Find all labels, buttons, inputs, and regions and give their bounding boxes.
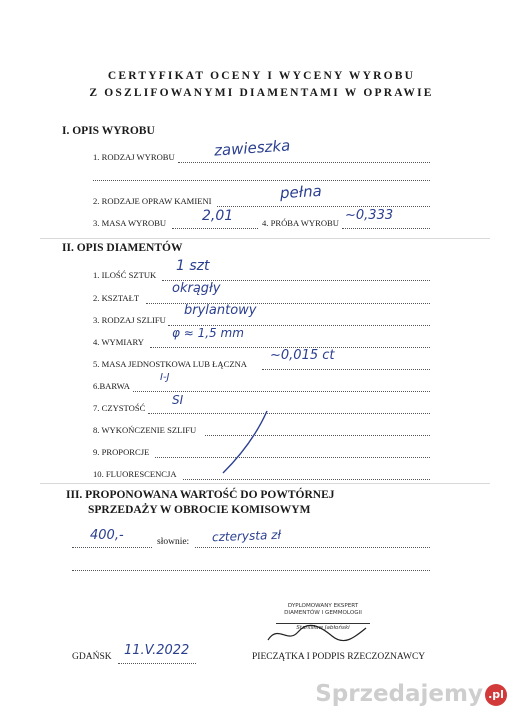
amount-value: 400,- [90,528,124,543]
rodzaj-dots [178,162,430,163]
item-label: 1. ILOŚĆ SZTUK [93,270,157,280]
cancel-stroke-icon [215,405,275,480]
section3-heading-line1: III. PROPONOWANA WARTOŚĆ DO POWTÓRNEJ [66,489,335,501]
proba-label: 4. PRÓBA WYROBU [262,218,339,228]
item-value: ~0,015 ct [270,348,335,363]
watermark-text: Sprzedajemy [315,681,483,707]
item-dots [155,457,430,458]
stamp-line1: DYPLOMOWANY EKSPERT [287,603,359,609]
masa-dots [172,228,258,229]
section3-heading-line2: SPRZEDAŻY W OBROCIE KOMISOWYM [88,504,311,516]
item-label: 8. WYKOŃCZENIE SZLIFU [93,425,197,435]
slownie-label: słownie: [157,537,190,547]
signature-icon [262,618,372,648]
amount-dots [72,547,152,548]
fold-line [40,238,490,239]
item-value: φ ≈ 1,5 mm [172,326,244,340]
place-label: GDAŃSK [72,652,112,662]
item-label: 9. PROPORCJE [93,447,150,457]
item-label: 3. RODZAJ SZLIFU [93,315,166,325]
stamp-line2: DIAMENTÓW I GEMMOLOGII [284,610,362,616]
proba-value: ~0,333 [345,208,394,223]
watermark [315,681,507,707]
rodzaj-extra-dots [93,180,430,181]
oprawy-value: pełna [279,181,323,203]
masa-value: 2,01 [202,208,234,224]
item-label: 4. WYMIARY [93,337,144,347]
oprawy-label: 2. RODZAJE OPRAW KAMIENI [93,196,212,206]
date-dots [118,663,196,664]
item-label: 6.BARWA [93,381,131,391]
rodzaj-label: 1. RODZAJ WYROBU [93,152,175,162]
section1-heading: I. OPIS WYROBU [62,125,155,137]
item-value: brylantowy [184,303,257,318]
rodzaj-value: zawieszka [213,136,291,160]
date-value: 11.V.2022 [124,643,190,658]
stamp-name: Stanisław Jabłoński [296,625,350,631]
item-dots [262,369,430,370]
item-label: 5. MASA JEDNOSTKOWA LUB ŁĄCZNA [93,359,247,369]
watermark-badge: .pl [485,684,507,706]
doc-title-line1: CERTYFIKAT OCENY I WYCENY WYROBU [107,70,416,82]
doc-title-line2: Z OSZLIFOWANYMI DIAMENTAMI W OPRAWIE [89,87,434,99]
item-value: 1 szt [176,258,210,274]
slownie-dots [195,547,430,548]
slownie-value: czterysta zł [211,527,282,545]
masa-label: 3. MASA WYROBU [93,218,167,228]
item-label: 2. KSZTAŁT [93,293,140,303]
item-value: okrągły [172,281,221,296]
fold-line-2 [40,483,490,484]
item-dots [148,413,430,414]
item-value: I-J [160,372,170,383]
item-dots [133,391,430,392]
signature-label: PIECZĄTKA I PODPIS RZECZOZNAWCY [252,652,426,662]
section2-heading: II. OPIS DIAMENTÓW [62,242,183,254]
proba-dots [342,228,430,229]
item-label: 10. FLUORESCENCJA [93,469,177,479]
item-value: SI [172,393,184,407]
item-label: 7. CZYSTOŚĆ [93,403,146,413]
slownie-extra-dots [72,570,430,571]
oprawy-dots [217,206,430,207]
